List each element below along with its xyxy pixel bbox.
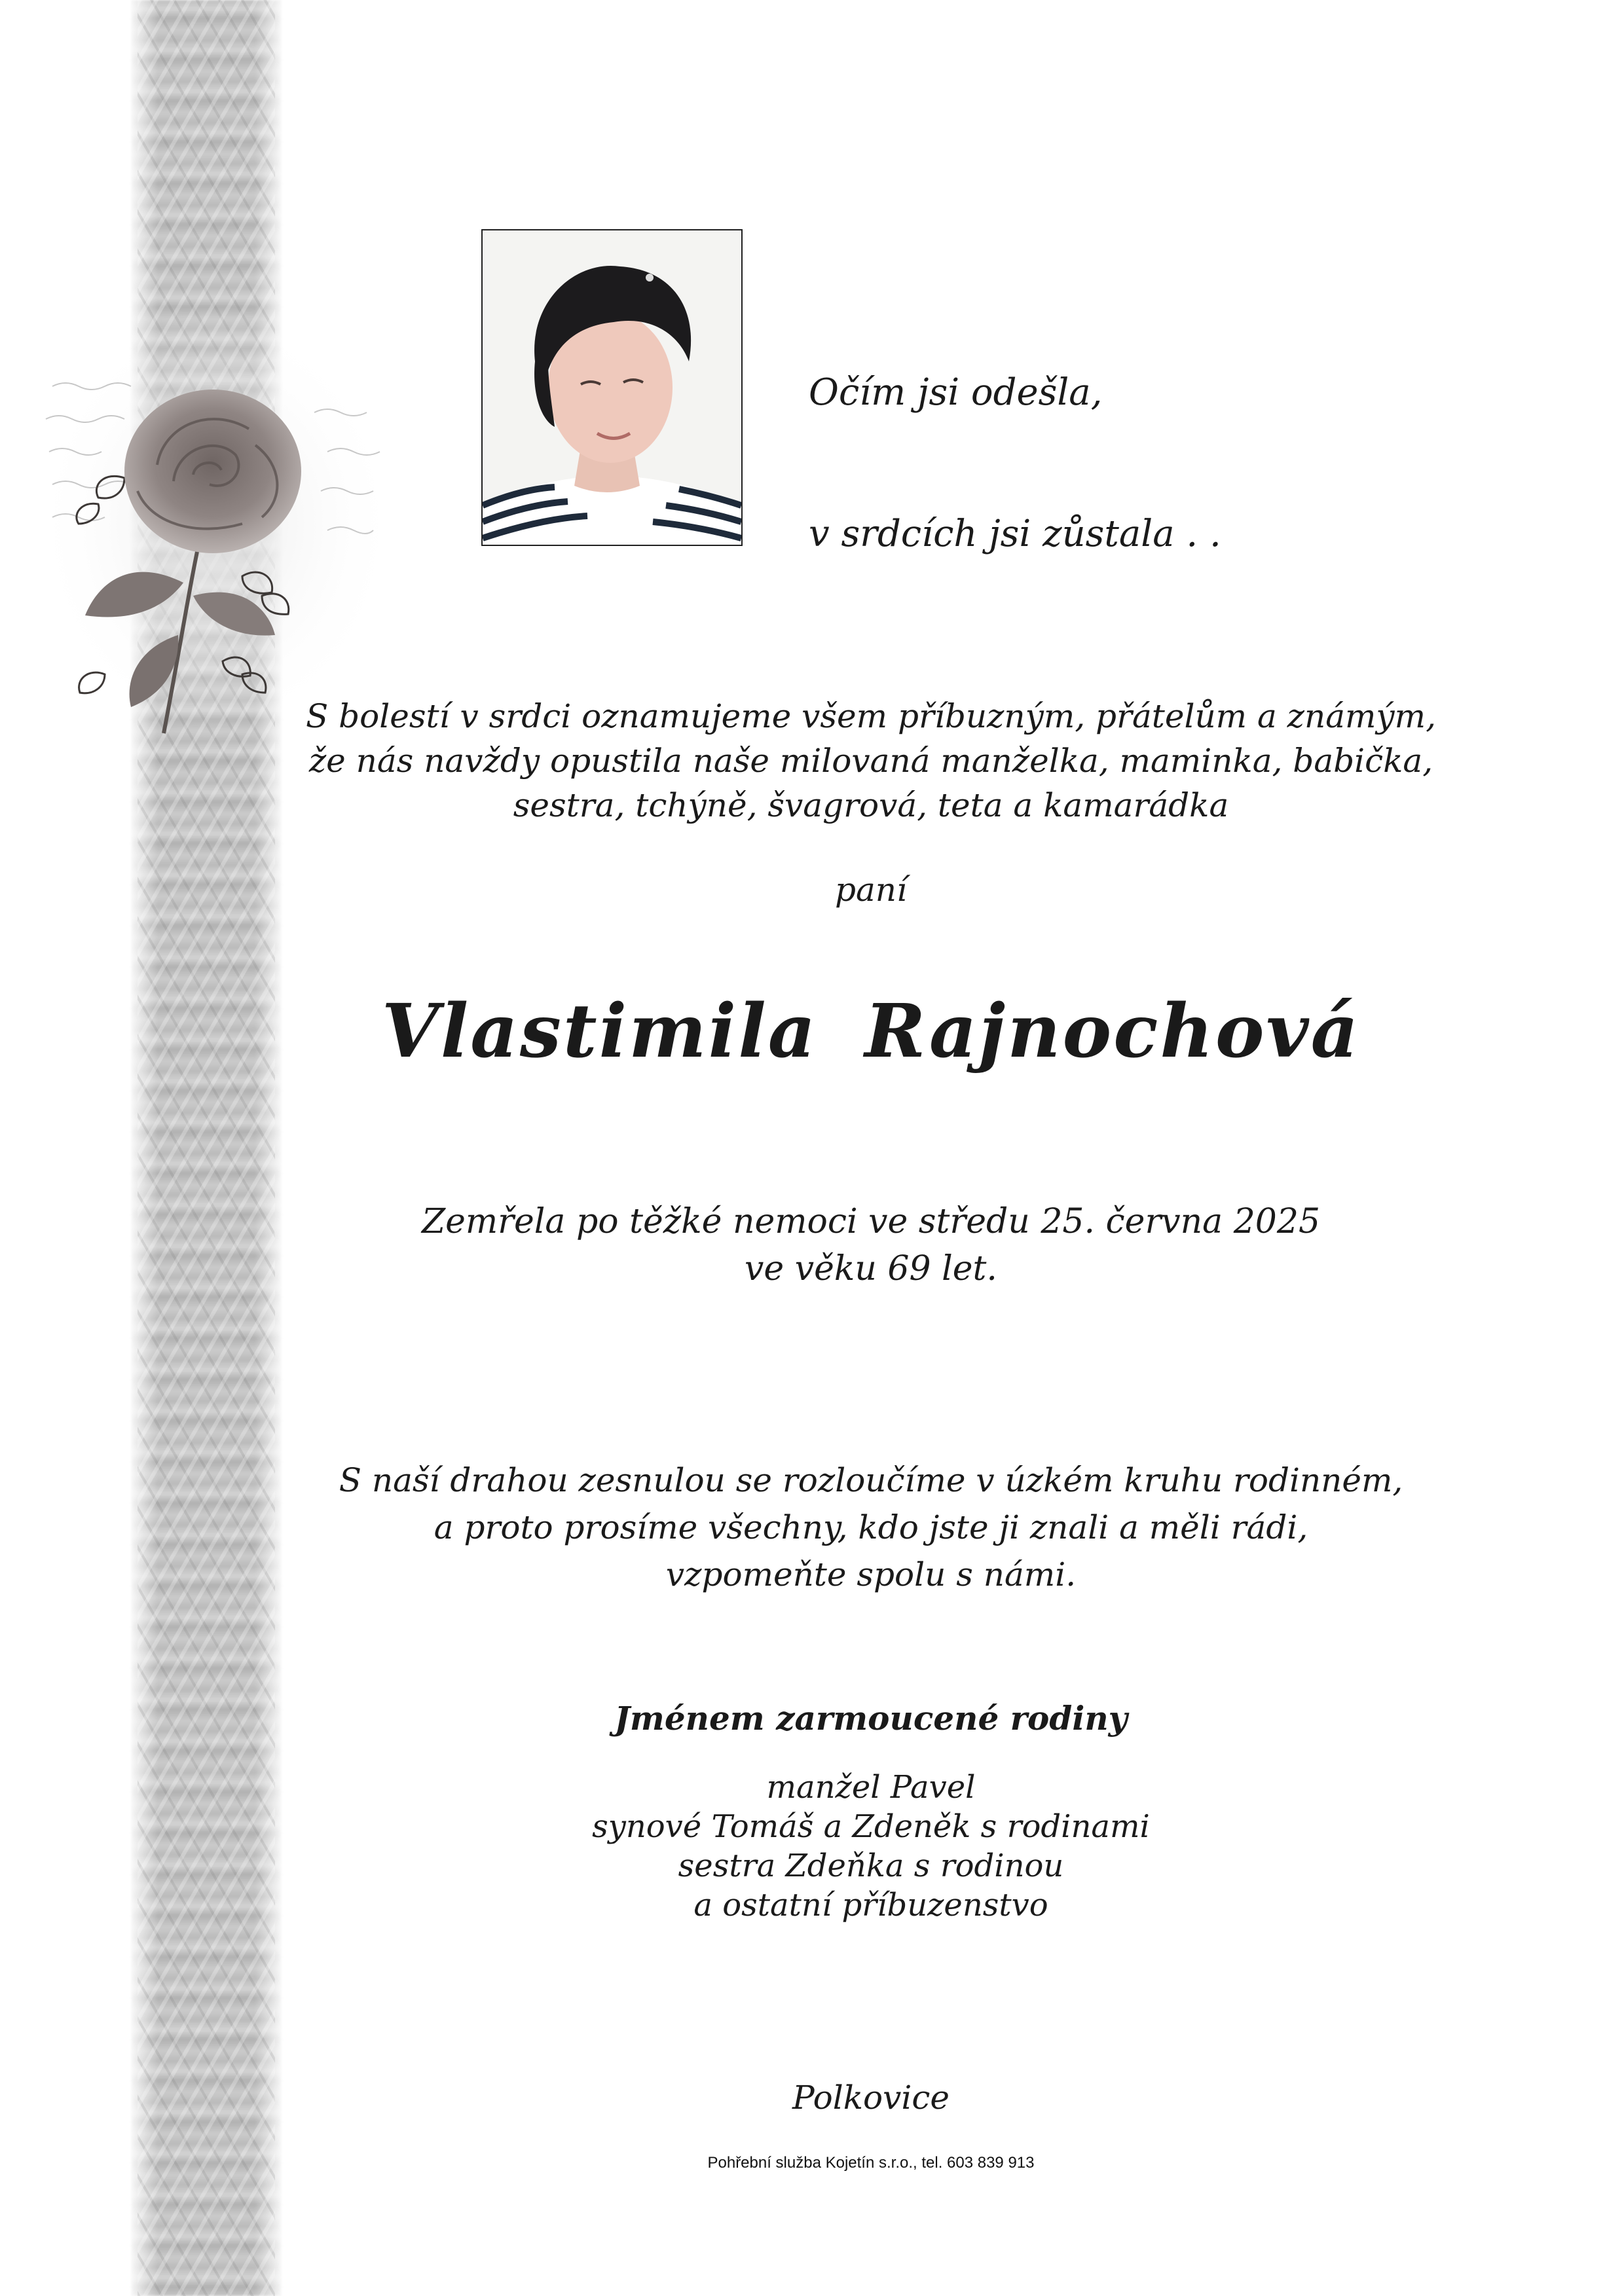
family-heading: Jménem zarmoucené rodiny (614, 1699, 1128, 1738)
death-info-line-2: ve věku 69 let. (745, 1249, 997, 1288)
family-member: manžel Pavel (766, 1769, 976, 1806)
farewell-line-2: a proto prosíme všechny, kdo jste ji znali a měli rádi, (434, 1508, 1308, 1546)
announcement-line-1: S bolestí v srdci oznamujeme všem příbuzným, přátelům a známým, (306, 697, 1436, 735)
death-info-line-1: Zemřela po těžké nemoci ve středu 25. června 2025 (421, 1202, 1321, 1241)
portrait-image (483, 230, 741, 545)
family-member: synové Tomáš a Zdeněk s rodinami (592, 1808, 1150, 1845)
family-member: sestra Zdeňka s rodinou (678, 1848, 1064, 1884)
family-member: a ostatní příbuzenstvo (693, 1887, 1048, 1923)
deceased-photo (481, 229, 743, 546)
announcement-line-3: sestra, tchýně, švagrová, teta a kamarádka (513, 786, 1229, 824)
farewell-line-3: vzpomeňte spolu s námi. (665, 1556, 1077, 1594)
motto-line-2: v srdcích jsi zůstala . . (809, 513, 1221, 555)
funeral-service-footer: Pohřební služba Kojetín s.r.o., tel. 603 839 913 (707, 2154, 1035, 2172)
announcement-line-2: že nás navždy opustila naše milovaná manželka, maminka, babička, (308, 742, 1433, 780)
farewell-line-1: S naší drahou zesnulou se rozloučíme v úzkém kruhu rodinném, (339, 1461, 1403, 1499)
family-members (282, 1768, 1460, 1925)
motto-line-1: Očím jsi odešla, (809, 371, 1103, 414)
deceased-name: Vlastimila Rajnochová (381, 989, 1361, 1074)
farewell-notice (282, 1457, 1460, 1598)
motto (809, 275, 1221, 652)
town: Polkovice (792, 2079, 950, 2117)
announcement (282, 694, 1460, 828)
death-info (282, 1198, 1460, 1292)
salutation: paní (834, 871, 907, 909)
